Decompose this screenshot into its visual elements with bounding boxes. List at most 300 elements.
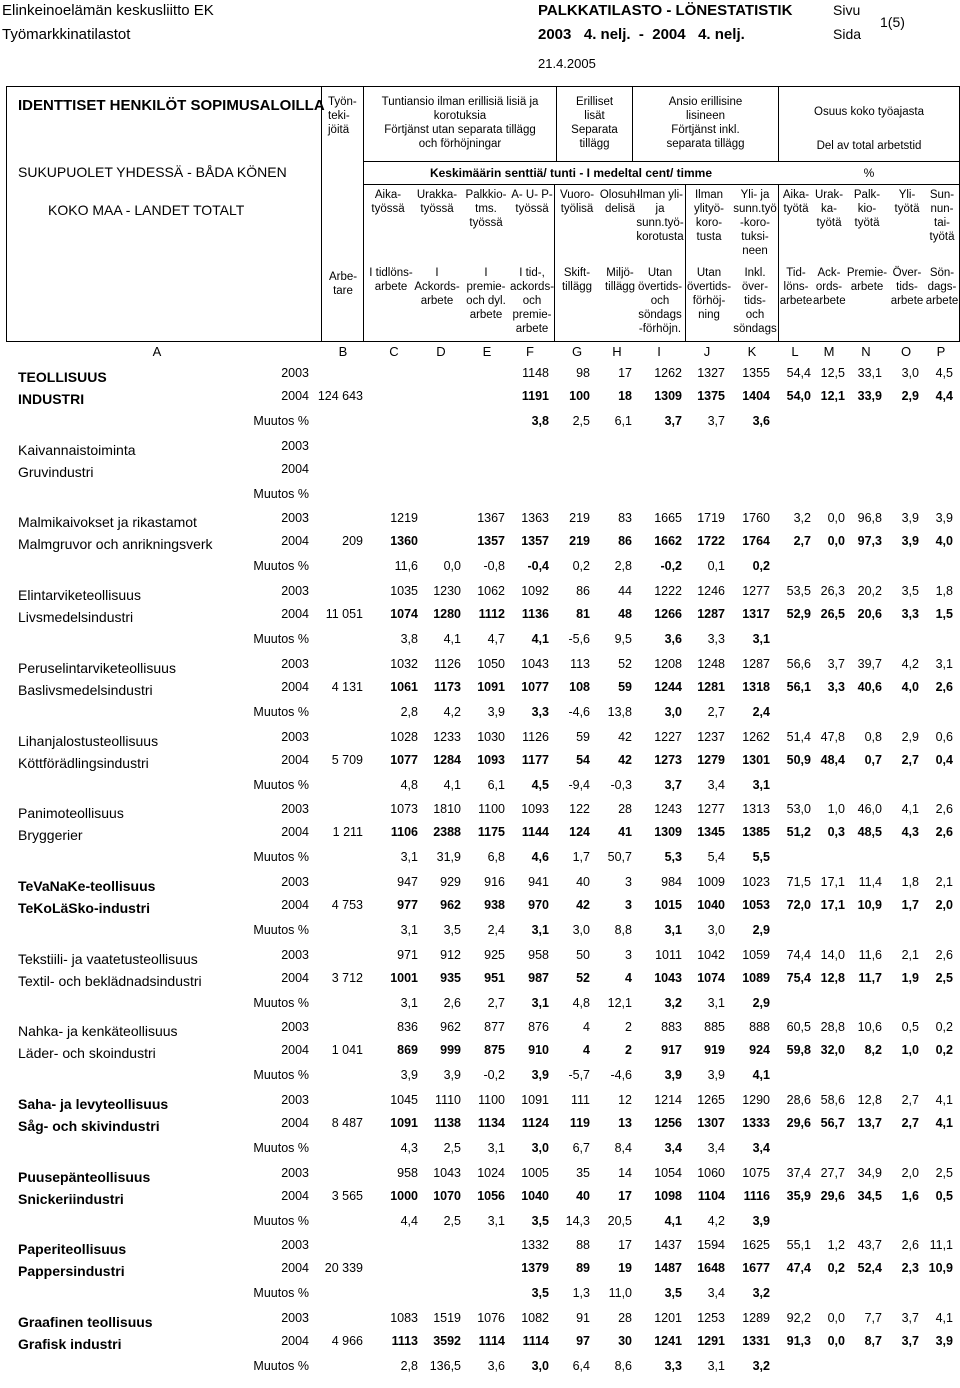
table-cell: 3,5 xyxy=(901,584,919,599)
table-cell: 971 xyxy=(397,947,418,962)
table-cell: 1246 xyxy=(697,584,725,599)
table-cell: 2,1 xyxy=(901,947,919,962)
table-cell: 3,3 xyxy=(707,632,725,647)
table-cell: 52,9 xyxy=(786,607,811,622)
table-cell: 1248 xyxy=(697,656,725,671)
table-cell: 4,5 xyxy=(531,777,549,792)
table-cell: 13,8 xyxy=(607,704,632,719)
employee-count: 8 487 xyxy=(331,1116,363,1130)
table-cell: 11,4 xyxy=(858,874,882,889)
table-cell: 5,5 xyxy=(752,850,770,865)
table-cell: 3,1 xyxy=(531,922,549,937)
table-cell: 1091 xyxy=(521,1093,549,1107)
year-2004-label: 2004 xyxy=(281,1188,309,1203)
table-cell: 48,5 xyxy=(857,825,882,840)
table-cell: 11,6 xyxy=(394,559,418,574)
table-cell: 1277 xyxy=(742,584,770,599)
table-cell: 2,5 xyxy=(572,414,590,428)
table-cell: 4,2 xyxy=(901,656,919,671)
table-cell: 0,3 xyxy=(827,825,845,840)
employee-count: 209 xyxy=(342,534,363,549)
table-cell: 4,1 xyxy=(935,1311,953,1326)
table-cell: 1077 xyxy=(521,679,549,694)
table-cell: 19 xyxy=(618,1261,632,1276)
table-cell: 1648 xyxy=(697,1261,725,1276)
table-cell: 1722 xyxy=(697,534,725,549)
table-cell: 3,1 xyxy=(400,922,418,937)
col-l-header-sv: Tid- löns- arbete xyxy=(779,267,813,307)
table-cell: 4,1 xyxy=(664,1213,682,1228)
table-cell: 929 xyxy=(440,874,461,889)
table-cell: 1056 xyxy=(477,1188,505,1203)
table-cell: 2,7 xyxy=(793,534,811,549)
change-percent-label: Muutos % xyxy=(253,1359,309,1374)
table-cell: 1287 xyxy=(742,656,770,671)
report-period: 2003 4. nelj. - 2004 4. nelj. xyxy=(538,26,745,43)
col-k-header-fi: Yli- ja sunn.työ -koro- tuksi- neen xyxy=(733,189,777,257)
table-cell: 1,8 xyxy=(935,584,953,599)
year-2004-label: 2004 xyxy=(281,534,309,549)
table-cell: 1437 xyxy=(654,1238,682,1253)
table-cell: 6,8 xyxy=(487,850,505,865)
industry-name-fi: Malmikaivokset ja rikastamot xyxy=(18,514,197,531)
table-cell: 4,1 xyxy=(443,777,461,792)
table-cell: 11,7 xyxy=(858,970,882,985)
column-letter: J xyxy=(703,344,711,359)
table-cell: 52 xyxy=(618,656,632,671)
table-cell: 1262 xyxy=(654,366,682,380)
employee-count: 4 753 xyxy=(331,897,363,912)
employee-count: 20 339 xyxy=(324,1261,363,1276)
table-cell: 869 xyxy=(397,1043,418,1058)
table-cell: 1106 xyxy=(390,825,418,840)
column-letter: K xyxy=(747,344,757,359)
table-cell: 1054 xyxy=(654,1165,682,1180)
table-cell: 1,8 xyxy=(901,874,919,889)
table-cell: 97,3 xyxy=(857,534,882,549)
table-cell: 12 xyxy=(618,1093,632,1107)
table-cell: 1227 xyxy=(654,729,682,744)
table-cell: 3,3 xyxy=(901,607,919,622)
table-cell: 3,4 xyxy=(707,1286,725,1301)
table-cell: 935 xyxy=(440,970,461,985)
table-cell: 13,7 xyxy=(857,1116,882,1130)
year-2003-label: 2003 xyxy=(281,1165,309,1180)
table-cell: 1273 xyxy=(654,752,682,767)
year-2004-label: 2004 xyxy=(281,607,309,622)
table-cell: 34,5 xyxy=(857,1188,882,1203)
table-cell: 1091 xyxy=(477,679,505,694)
table-cell: 1113 xyxy=(391,1334,418,1349)
table-cell: 3,7 xyxy=(664,777,682,792)
table-cell: 86 xyxy=(618,534,632,549)
table-cell: 43,7 xyxy=(857,1238,882,1253)
table-cell: 1126 xyxy=(434,656,461,671)
table-cell: 97 xyxy=(576,1334,590,1349)
table-cell: 42 xyxy=(618,752,632,767)
average-caption: Keskimäärin senttiä/ tunti - I medeltal cent/ timme xyxy=(429,166,713,180)
industry-name-sv: Baslivsmedelsindustri xyxy=(18,681,153,698)
employee-count: 1 041 xyxy=(331,1043,363,1058)
table-cell: 1385 xyxy=(742,825,770,840)
table-cell: 912 xyxy=(440,947,461,962)
table-cell: 4,1 xyxy=(901,802,919,817)
table-cell: 1719 xyxy=(697,511,725,526)
industry-name-fi: TeVaNaKe-teollisuus xyxy=(18,877,156,894)
table-cell: 2,7 xyxy=(901,1093,919,1107)
table-cell: 4,0 xyxy=(901,679,919,694)
table-cell: 17 xyxy=(618,1188,632,1203)
table-cell: 17,1 xyxy=(820,897,845,912)
col-l-header-fi: Aika- työtä xyxy=(782,189,810,215)
table-cell: 3,9 xyxy=(935,511,953,526)
table-cell: 3,6 xyxy=(752,414,770,428)
table-cell: 3,3 xyxy=(531,704,549,719)
table-cell: 1,5 xyxy=(935,607,953,622)
table-cell: 2,0 xyxy=(935,897,953,912)
table-cell: 4,1 xyxy=(935,1093,953,1107)
year-2004-label: 2004 xyxy=(281,897,309,912)
column-letter: M xyxy=(823,344,835,359)
table-cell: 30 xyxy=(618,1334,632,1349)
table-cell: 1043 xyxy=(433,1165,461,1180)
table-cell: 8,6 xyxy=(614,1359,632,1374)
industry-name-fi: Tekstiili- ja vaatetusteollisuus xyxy=(18,950,198,967)
employee-count: 11 051 xyxy=(325,607,363,622)
change-percent-label: Muutos % xyxy=(253,850,309,865)
table-cell: 999 xyxy=(440,1043,461,1058)
table-cell: 3,2 xyxy=(664,995,682,1010)
industry-name-sv: Malmgruvor och anrikningsverk xyxy=(18,536,213,553)
table-cell: 1089 xyxy=(742,970,770,985)
col-i-header-fi: Ilman yli- ja sunn.työ- korotusta xyxy=(636,189,684,243)
table-cell: 1076 xyxy=(477,1311,505,1326)
table-cell: 35 xyxy=(576,1165,590,1180)
table-cell: 4,5 xyxy=(935,366,953,380)
table-cell: 1375 xyxy=(697,389,725,403)
table-cell: 35,9 xyxy=(786,1188,811,1203)
table-cell: 28 xyxy=(618,1311,632,1326)
table-cell: 98 xyxy=(576,366,590,380)
table-cell: 2,7 xyxy=(901,752,919,767)
table-cell: 46,0 xyxy=(857,802,882,817)
table-cell: 1043 xyxy=(654,970,682,985)
table-cell: 96,8 xyxy=(857,511,882,526)
table-cell: 39,7 xyxy=(857,656,882,671)
table-cell: 6,1 xyxy=(487,777,505,792)
table-cell: 3 xyxy=(625,947,632,962)
table-cell: 2,6 xyxy=(935,947,953,962)
table-cell: 219 xyxy=(569,511,590,526)
table-cell: 1332 xyxy=(521,1238,549,1253)
table-cell: 11,6 xyxy=(858,947,882,962)
table-cell: 8,4 xyxy=(614,1141,632,1155)
industry-name-fi: Panimoteollisuus xyxy=(18,805,124,822)
change-percent-label: Muutos % xyxy=(253,486,309,501)
table-cell: 47,4 xyxy=(786,1261,811,1276)
table-cell: 59 xyxy=(618,679,632,694)
col-i-header-sv: Utan övertids- och söndags -förhöjn. xyxy=(637,267,683,335)
table-cell: 12,8 xyxy=(820,970,845,985)
col-p-header-sv: Sön- dags- arbete xyxy=(925,267,959,307)
col-o-header-sv: Över- tids- arbete xyxy=(890,267,924,307)
year-2004-label: 2004 xyxy=(281,1261,309,1276)
col-h-header-sv: Miljö- tillägg xyxy=(604,267,636,293)
table-cell: 951 xyxy=(484,970,505,985)
table-cell: 3,1 xyxy=(707,995,725,1010)
year-2004-label: 2004 xyxy=(281,1043,309,1058)
table-cell: 40,6 xyxy=(857,679,882,694)
table-cell: 32,0 xyxy=(820,1043,845,1058)
table-cell: 0,5 xyxy=(935,1188,953,1203)
table-cell: 2,1 xyxy=(935,874,953,889)
table-cell: 3,6 xyxy=(664,632,682,647)
table-cell: 1061 xyxy=(390,679,418,694)
table-cell: 1035 xyxy=(390,584,418,599)
industry-name-fi: Kaivannaistoiminta xyxy=(18,441,136,458)
table-cell: -4,6 xyxy=(568,704,590,719)
table-cell: 1256 xyxy=(654,1116,682,1130)
table-cell: 0,2 xyxy=(935,1020,953,1035)
table-cell: 4,3 xyxy=(400,1141,418,1155)
table-cell: 2 xyxy=(625,1043,632,1058)
table-cell: 1126 xyxy=(522,729,549,744)
table-cell: 54 xyxy=(576,752,590,767)
table-cell: 2,4 xyxy=(752,704,770,719)
table-cell: 875 xyxy=(484,1043,505,1058)
industry-name-fi: Puusepänteollisuus xyxy=(18,1168,151,1185)
column-letter: I xyxy=(657,344,661,359)
table-cell: 2,6 xyxy=(443,995,461,1010)
table-cell: 47,8 xyxy=(820,729,845,744)
table-cell: 0,7 xyxy=(864,752,882,767)
table-cell: 3,9 xyxy=(443,1068,461,1083)
table-cell: 83 xyxy=(618,511,632,526)
table-cell: 883 xyxy=(661,1020,682,1035)
table-cell: 14,0 xyxy=(820,947,845,962)
table-cell: 124 xyxy=(569,825,590,840)
column-letter: G xyxy=(571,344,583,359)
table-cell: 1148 xyxy=(522,366,549,380)
year-2003-label: 2003 xyxy=(281,874,309,889)
table-cell: 962 xyxy=(440,1020,461,1035)
table-cell: 113 xyxy=(570,656,590,671)
table-cell: 1000 xyxy=(390,1188,418,1203)
table-cell: 20,5 xyxy=(607,1213,632,1228)
table-cell: 53,0 xyxy=(786,802,811,817)
table-cell: 1331 xyxy=(742,1334,770,1349)
table-cell: 3,3 xyxy=(664,1359,682,1374)
table-cell: 1,7 xyxy=(901,897,919,912)
table-cell: 10,6 xyxy=(857,1020,882,1035)
table-cell: -0,2 xyxy=(660,559,682,574)
table-cell: 1677 xyxy=(742,1261,770,1276)
table-cell: 1317 xyxy=(742,607,770,622)
table-cell: 4,8 xyxy=(400,777,418,792)
table-cell: 3,9 xyxy=(707,1068,725,1083)
table-cell: 1662 xyxy=(654,534,682,549)
change-percent-label: Muutos % xyxy=(253,414,309,428)
change-percent-label: Muutos % xyxy=(253,559,309,574)
table-cell: 3,2 xyxy=(752,1286,770,1301)
col-g-header-fi: Vuoro- työlisä xyxy=(559,189,595,215)
col-d-header-fi: Urakka- työssä xyxy=(416,189,458,215)
table-cell: 1760 xyxy=(742,511,770,526)
table-cell: 919 xyxy=(704,1043,725,1058)
table-cell: 2,6 xyxy=(935,802,953,817)
table-cell: 40 xyxy=(576,1188,590,1203)
table-title-gender: SUKUPUOLET YHDESSÄ - BÅDA KÖNEN xyxy=(18,164,287,180)
table-cell: 27,7 xyxy=(820,1165,845,1180)
table-cell: 1345 xyxy=(697,825,725,840)
table-cell: 8,7 xyxy=(864,1334,882,1349)
year-2003-label: 2003 xyxy=(281,366,309,380)
table-cell: 1280 xyxy=(433,607,461,622)
department-name: Työmarkkinatilastot xyxy=(2,26,131,43)
industry-name-fi: Graafinen teollisuus xyxy=(18,1314,153,1331)
group-header-pay: Tuntiansio ilman erillisiä lisiä ja korotuksia Förtjänst utan separata tillägg och förhöjningar xyxy=(381,96,539,150)
table-cell: 1191 xyxy=(521,389,549,403)
employee-count: 1 211 xyxy=(332,825,363,840)
table-cell: 2,7 xyxy=(901,1116,919,1130)
table-cell: 1042 xyxy=(697,947,725,962)
table-cell: 3,1 xyxy=(707,1359,725,1374)
table-cell: 3,9 xyxy=(664,1068,682,1083)
table-cell: 1281 xyxy=(697,679,725,694)
table-cell: 3,9 xyxy=(531,1068,549,1083)
table-cell: 1100 xyxy=(478,802,505,817)
table-cell: 1175 xyxy=(477,825,505,840)
change-percent-label: Muutos % xyxy=(253,1213,309,1228)
table-cell: 56,1 xyxy=(786,679,811,694)
table-cell: 3,0 xyxy=(572,922,590,937)
table-cell: 17 xyxy=(618,1238,632,1253)
column-letter: O xyxy=(900,344,912,359)
table-cell: -0,8 xyxy=(483,559,505,574)
table-cell: 924 xyxy=(749,1043,770,1058)
industry-name-fi: Saha- ja levyteollisuus xyxy=(18,1096,169,1112)
table-cell: 1266 xyxy=(654,607,682,622)
table-cell: 3,9 xyxy=(901,511,919,526)
col-o-header-fi: Yli- työtä xyxy=(894,189,920,215)
table-cell: 48 xyxy=(618,607,632,622)
table-cell: 89 xyxy=(576,1261,590,1276)
table-cell: 984 xyxy=(661,874,682,889)
table-cell: 2 xyxy=(625,1020,632,1035)
table-cell: 48,4 xyxy=(820,752,845,767)
table-cell: 1309 xyxy=(654,389,682,403)
table-cell: 1222 xyxy=(654,584,682,599)
industry-name-sv: Textil- och beklädnadsindustri xyxy=(18,972,202,989)
table-cell: 1289 xyxy=(742,1311,770,1326)
table-cell: 3,5 xyxy=(531,1286,549,1301)
col-n-header-fi: Palk- kio- työtä xyxy=(853,189,881,229)
table-cell: 1233 xyxy=(433,729,461,744)
table-cell: 28,6 xyxy=(786,1093,811,1107)
table-cell: 74,4 xyxy=(786,947,811,962)
table-cell: 1279 xyxy=(697,752,725,767)
table-cell: 1363 xyxy=(521,511,549,526)
table-cell: 1110 xyxy=(435,1093,461,1107)
table-cell: 876 xyxy=(528,1020,549,1035)
industry-name-sv: Grafisk industri xyxy=(18,1336,122,1353)
industry-name-sv: Livsmedelsindustri xyxy=(18,609,134,626)
table-cell: 1291 xyxy=(697,1334,725,1349)
table-cell: 2,5 xyxy=(935,970,953,985)
column-letter: E xyxy=(482,344,492,359)
table-cell: 1100 xyxy=(478,1093,505,1107)
percent-caption: % xyxy=(863,166,875,180)
table-cell: 14 xyxy=(618,1165,632,1180)
table-cell: 3,1 xyxy=(400,850,418,865)
table-cell: 219 xyxy=(569,534,590,549)
table-cell: 2,6 xyxy=(935,679,953,694)
table-cell: 0,6 xyxy=(935,729,953,744)
table-cell: 51,4 xyxy=(786,729,811,744)
table-cell: 1357 xyxy=(477,534,505,549)
table-cell: 4,4 xyxy=(400,1213,418,1228)
table-cell: 1050 xyxy=(477,656,505,671)
change-percent-label: Muutos % xyxy=(253,632,309,647)
employee-count: 4 966 xyxy=(331,1334,363,1349)
table-cell: 29,6 xyxy=(820,1188,845,1203)
table-cell: 72,0 xyxy=(786,897,811,912)
table-cell: 3,9 xyxy=(935,1334,953,1349)
table-cell: 6,4 xyxy=(572,1359,590,1374)
table-cell: 3,5 xyxy=(443,922,461,937)
table-cell: 0,2 xyxy=(752,559,770,574)
table-cell: 947 xyxy=(397,874,418,889)
table-cell: 2,5 xyxy=(443,1141,461,1155)
table-cell: 20,6 xyxy=(857,607,882,622)
employee-count: 5 709 xyxy=(331,752,363,767)
col-g-header-sv: Skift- tillägg xyxy=(561,267,593,293)
table-cell: 1360 xyxy=(390,534,418,549)
table-cell: 54,4 xyxy=(786,366,811,380)
table-cell: 1116 xyxy=(743,1188,770,1203)
table-cell: 3,5 xyxy=(531,1213,549,1228)
report-date: 21.4.2005 xyxy=(538,56,596,71)
change-percent-label: Muutos % xyxy=(253,1141,309,1155)
table-cell: -5,6 xyxy=(568,632,590,647)
col-m-header-sv: Ack- ords- arbete xyxy=(813,267,846,307)
table-cell: 3 xyxy=(625,874,632,889)
change-percent-label: Muutos % xyxy=(253,995,309,1010)
table-cell: 4 xyxy=(583,1020,590,1035)
year-2003-label: 2003 xyxy=(281,802,309,817)
table-cell: 925 xyxy=(484,947,505,962)
table-cell: 1265 xyxy=(697,1093,725,1107)
industry-name-fi: Paperiteollisuus xyxy=(18,1241,127,1258)
table-cell: 3,2 xyxy=(793,511,811,526)
page-number: 1(5) xyxy=(880,14,905,30)
table-cell: 1032 xyxy=(390,656,418,671)
col-e-header-fi: Palkkio- tms. työssä xyxy=(465,189,507,229)
table-cell: 4,0 xyxy=(935,534,953,549)
table-cell: 977 xyxy=(397,897,418,912)
table-cell: 1253 xyxy=(697,1311,725,1326)
table-cell: 4,1 xyxy=(752,1068,770,1083)
table-cell: 4,1 xyxy=(531,632,549,647)
table-cell: 1810 xyxy=(433,802,461,817)
column-letter: B xyxy=(338,344,348,359)
table-cell: 3,7 xyxy=(901,1311,919,1326)
table-cell: 3,0 xyxy=(901,366,919,380)
table-cell: 1114 xyxy=(522,1334,549,1349)
table-cell: 59 xyxy=(576,729,590,744)
table-cell: 1001 xyxy=(390,970,418,985)
table-cell: 17 xyxy=(618,366,632,380)
